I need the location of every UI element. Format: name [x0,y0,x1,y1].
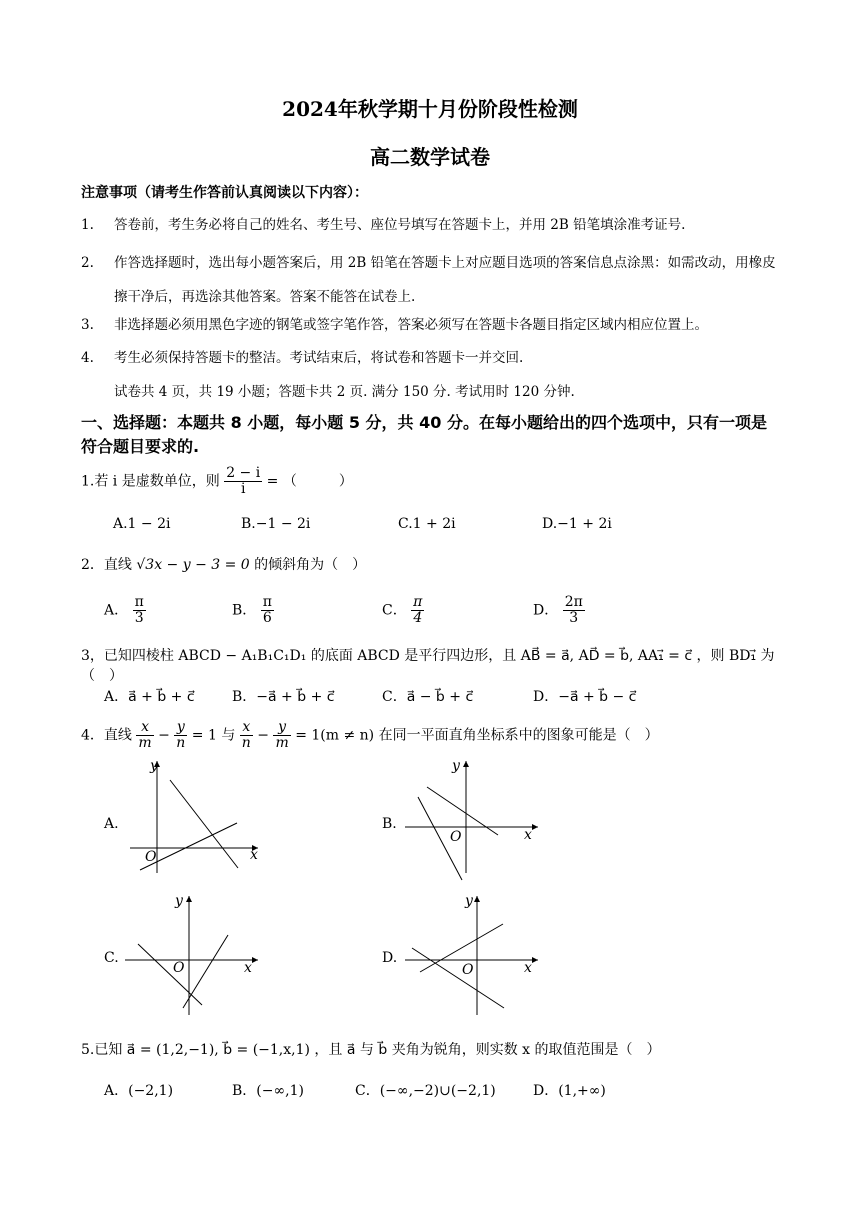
option-b: B.−1 − 2i [241,516,311,532]
question-3: 3，已知四棱柱 ABCD − A₁B₁C₁D₁ 的底面 ABCD 是平行四边形，且 AB⃗ = a⃗, AD⃗ = b⃗, AA₁⃗ = c⃗ ，则 BD₁⃗ 为（ ） [81,648,775,684]
notice-item: 4. 考生必须保持答题卡的整洁。考试结束后，将试卷和答题卡一并交回. [81,350,524,366]
graph-label-a: A. [104,816,119,832]
fraction: $\frac{2 - i}{i}$ [226,465,261,497]
line-2 [183,935,228,1008]
line-2 [427,787,498,835]
option-d: D.−1 + 2i [542,516,612,532]
svg-text:O: O [450,829,462,845]
exam-title: 2024年秋学期十月份阶段性检测 [282,97,578,121]
graph-label-b: B. [382,816,397,832]
option-d: D．(1,+∞) [533,1083,606,1099]
svg-text:O: O [173,960,185,976]
svg-text:y: y [452,758,460,774]
notice-summary: 试卷共 4 页，共 19 小题；答题卡共 2 页. 满分 150 分. 考试用时 120 分钟. [114,384,575,400]
exam-subtitle: 高二数学试卷 [370,145,490,169]
line-1 [138,944,202,1005]
line-1 [412,948,504,1008]
svg-text:y: y [150,758,158,774]
option-a: A．(−2,1) [104,1083,174,1099]
notice-heading: 注意事项（请考生作答前认真阅读以下内容）： [81,185,368,201]
option-a: A． $\frac{\pi}{3}$ [104,594,144,626]
graph-label-c: C. [104,950,119,966]
option-b: B．(−∞,1) [232,1083,304,1099]
svg-text:O: O [462,962,474,978]
svg-text:y: y [465,893,473,909]
graph-b [400,755,550,885]
option-b: B． $\frac{\pi}{6}$ [232,594,272,626]
option-c: C．(−∞,−2)∪(−2,1) [355,1083,496,1099]
svg-text:x: x [250,847,258,863]
question-4: 4．直线 $\frac{x}{m}$ − $\frac{y}{n}$ = 1 与 $\frac{x}{n}$ − $\frac{y}{m}$ = 1(m ≠ n) 在同一平面直角坐标系中的图象可能是（ ） [81,719,659,751]
graph-c [120,890,270,1020]
notice-item: 1. 答卷前，考生务必将自己的姓名、考生号、座位号填写在答题卡上，并用 2B 铅笔填涂准考证号. [81,217,686,233]
question-2: 2．直线 √3x − y − 3 = 0 的倾斜角为（ ） [81,557,367,573]
option-a: A．a⃗ + b⃗ + c⃗ [104,689,195,705]
option-b: B．−a⃗ + b⃗ + c⃗ [232,689,335,705]
section-heading: 一、选择题：本题共 8 小题，每小题 5 分，共 40 分。在每小题给出的四个选项中，只有一项是符合题目要求的. [81,413,767,456]
svg-text:y: y [175,893,183,909]
graph-a [120,755,270,885]
notice-item: 3. 非选择题必须用黑色字迹的钢笔或签字笔作答，答案必须写在答题卡各题目指定区域内相应位置上。 [81,317,708,333]
svg-text:O: O [145,849,157,865]
option-c: C．a⃗ − b⃗ + c⃗ [382,689,474,705]
question-1: 1.若 i 是虚数单位，则 $\frac{2 - i}{i}$ = （ ） [81,465,353,497]
option-d: D． $\frac{2\pi}{3}$ [533,594,583,626]
line-1 [170,780,238,868]
option-c: C． $\frac{\pi}{4}$ [382,594,423,626]
svg-text:x: x [524,827,532,843]
graph-d [400,890,550,1020]
question-5: 5.已知 a⃗ = (1,2,−1), b⃗ = (−1,x,1) ，且 a⃗ 与 b⃗ 夹角为锐角，则实数 x 的取值范围是（ ） [81,1042,661,1058]
option-a: A.1 − 2i [113,516,171,532]
notice-item: 2. 作答选择题时，选出每小题答案后，用 2B 铅笔在答题卡上对应题目选项的答案信息点涂黑：如需改动，用橡皮擦干净后，再选涂其他答案。答案不能答在试卷上. [81,255,776,305]
svg-text:x: x [244,960,252,976]
option-c: C.1 + 2i [398,516,456,532]
svg-text:x: x [524,960,532,976]
option-d: D．−a⃗ + b⃗ − c⃗ [533,689,637,705]
graph-label-d: D. [382,950,398,966]
